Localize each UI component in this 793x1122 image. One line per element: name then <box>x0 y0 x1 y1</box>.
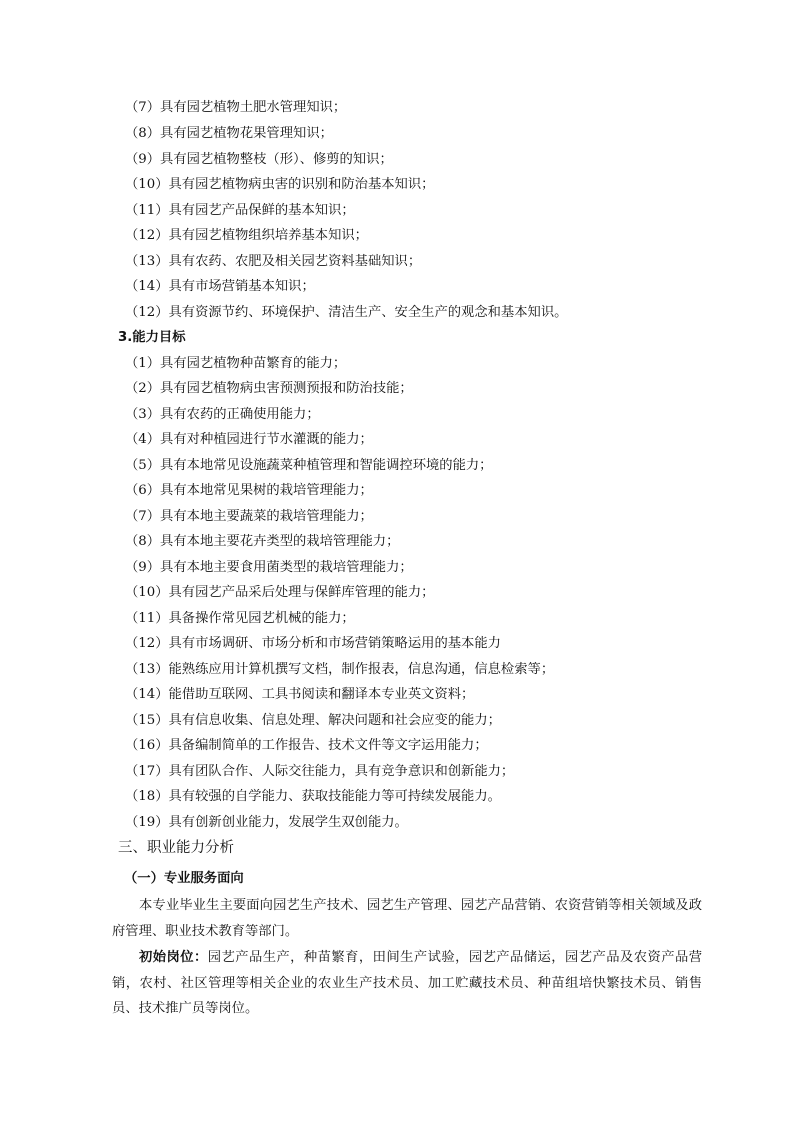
initial-positions-text: 园艺产品生产，种苗繁育，田间生产试验，园艺产品储运，园艺产品及农资产品营销，农村、社区管理等相关企业的农业生产技术员、加工贮藏技术员、种苗组培快繁技术员、销售员、技术推广员等岗位。 <box>112 950 703 1016</box>
knowledge-item: （10）具有园艺植物病虫害的识别和防治基本知识； <box>125 177 435 192</box>
ability-item: （14）能借助互联网、工具书阅读和翻译本专业英文资料； <box>125 687 475 702</box>
ability-item: （3）具有农药的正确使用能力； <box>125 407 320 422</box>
ability-heading: 3.能力目标 <box>118 330 186 345</box>
subsection-heading: （一）专业服务面向 <box>124 871 244 886</box>
ability-item: （12）具有市场调研、市场分析和市场营销策略运用的基本能力 <box>125 636 501 651</box>
ability-item: （1）具有园艺植物种苗繁育的能力； <box>125 356 347 371</box>
ability-item: （11）具备操作常见园艺机械的能力； <box>125 611 355 626</box>
initial-positions-paragraph <box>112 945 702 1022</box>
ability-item: （4）具有对种植园进行节水灌溉的能力； <box>125 432 373 447</box>
ability-item: （6）具有本地常见果树的栽培管理能力； <box>125 483 373 498</box>
ability-item: （16）具备编制简单的工作报告、技术文件等文字运用能力； <box>125 738 488 753</box>
knowledge-item: （12）具有资源节约、环境保护、清洁生产、安全生产的观念和基本知识。 <box>125 305 568 320</box>
knowledge-item: （12）具有园艺植物组织培养基本知识； <box>125 228 368 243</box>
ability-item: （7）具有本地主要蔬菜的栽培管理能力； <box>125 509 373 524</box>
knowledge-item: （9）具有园艺植物整枝（形）、修剪的知识； <box>125 152 393 167</box>
initial-positions-label: 初始岗位： <box>139 950 208 965</box>
ability-item: （18）具有较强的自学能力、获取技能能力等可持续发展能力。 <box>125 789 501 804</box>
ability-item: （9）具有本地主要食用菌类型的栽培管理能力； <box>125 560 413 575</box>
ability-item: （17）具有团队合作、人际交往能力，具有竞争意识和创新能力； <box>125 764 515 779</box>
ability-item: （19）具有创新创业能力，发展学生双创能力。 <box>125 815 408 830</box>
knowledge-item: （7）具有园艺植物土肥水管理知识； <box>125 100 347 115</box>
knowledge-item: （13）具有农药、农肥及相关园艺资料基础知识； <box>125 254 422 269</box>
service-paragraph: 本专业毕业生主要面向园艺生产技术、园艺生产管理、园艺产品营销、农资营销等相关领域及政府管理、职业技术教育等部门。 <box>112 898 702 939</box>
knowledge-item: （14）具有市场营销基本知识； <box>125 279 315 294</box>
knowledge-item: （8）具有园艺植物花果管理知识； <box>125 126 333 141</box>
ability-item: （8）具有本地主要花卉类型的栽培管理能力； <box>125 534 400 549</box>
ability-item: （2）具有园艺植物病虫害预测预报和防治技能； <box>125 381 413 396</box>
ability-item: （15）具有信息收集、信息处理、解决问题和社会应变的能力； <box>125 713 501 728</box>
ability-item: （5）具有本地常见设施蔬菜种植管理和智能调控环境的能力； <box>125 458 493 473</box>
ability-item: （10）具有园艺产品采后处理与保鲜库管理的能力； <box>125 585 435 600</box>
section-heading: 三、职业能力分析 <box>118 840 234 856</box>
ability-item: （13）能熟练应用计算机撰写文档，制作报表，信息沟通，信息检索等； <box>125 662 555 677</box>
knowledge-item: （11）具有园艺产品保鲜的基本知识； <box>125 203 355 218</box>
